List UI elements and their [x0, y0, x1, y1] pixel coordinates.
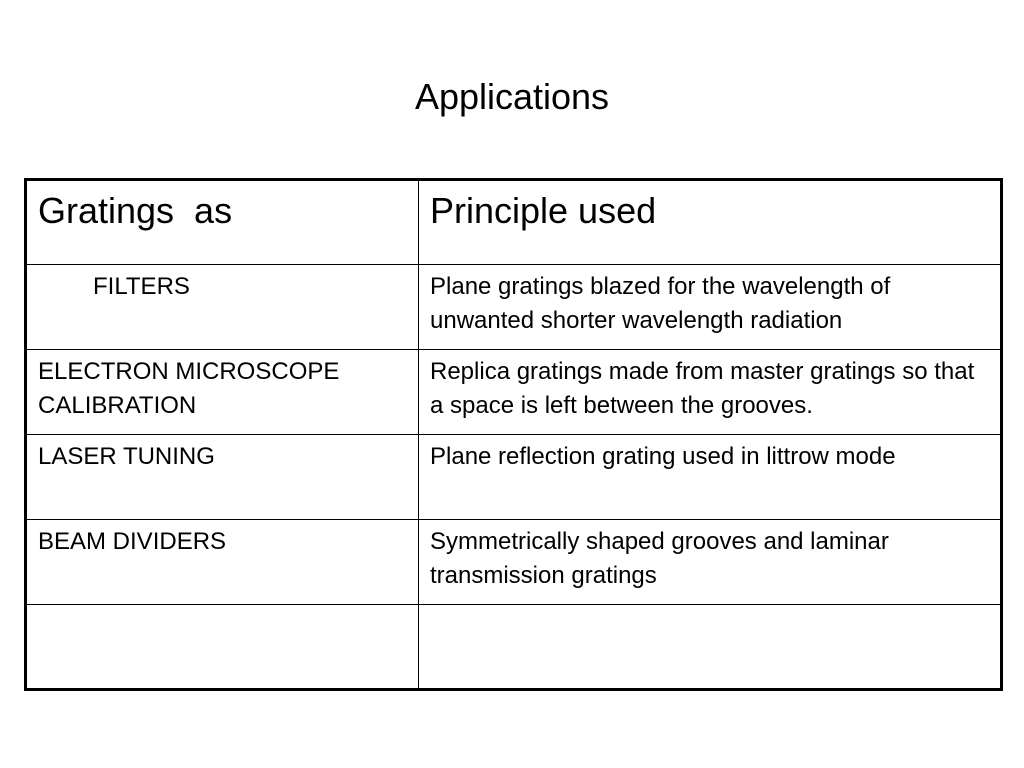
table-row — [26, 520, 1002, 605]
table-row — [26, 435, 1002, 520]
cell-principle: Replica gratings made from master gratings so that a space is left between the grooves. — [419, 350, 1002, 435]
cell-principle: Plane reflection grating used in littrow mode — [419, 435, 1002, 520]
header-principle-used: Principle used — [419, 180, 1002, 265]
header-gratings-as: Gratings as — [26, 180, 419, 265]
cell-application: ELECTRON MICROSCOPE CALIBRATION — [26, 350, 419, 435]
cell-principle — [419, 605, 1002, 690]
table-row — [26, 350, 1002, 435]
table-row-empty — [26, 605, 1002, 690]
cell-principle: Symmetrically shaped grooves and laminar transmission gratings — [419, 520, 1002, 605]
cell-principle: Plane gratings blazed for the wavelength of unwanted shorter wavelength radiation — [419, 265, 1002, 350]
cell-application — [26, 605, 419, 690]
slide-title: Applications — [414, 76, 610, 117]
cell-application: BEAM DIVIDERS — [26, 520, 419, 605]
cell-application: FILTERS — [26, 265, 419, 350]
cell-application: LASER TUNING — [26, 435, 419, 520]
table-header-row — [26, 180, 1002, 265]
table-row — [26, 265, 1002, 350]
applications-table — [24, 178, 1003, 691]
